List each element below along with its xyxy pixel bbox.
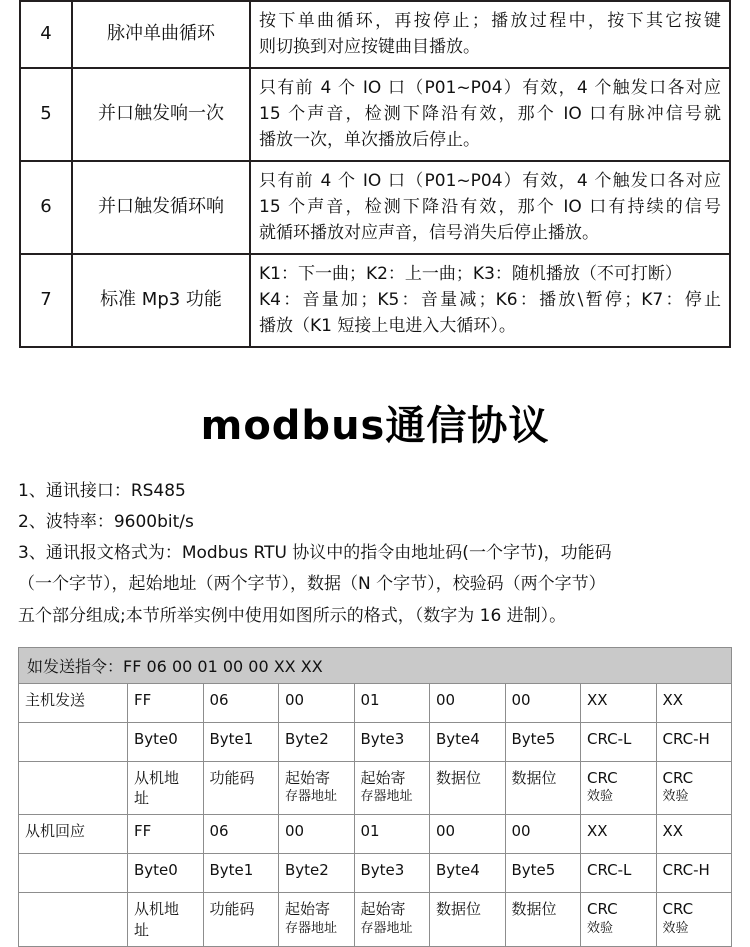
cell-value: CRC-H <box>656 722 732 761</box>
cell-value: Byte4 <box>430 854 506 893</box>
row-mode-name: 并口触发循环响 <box>72 161 250 254</box>
cell-main: 起始寄 <box>360 900 406 919</box>
row-number: 5 <box>20 68 72 161</box>
cell-main: CRC <box>662 768 694 787</box>
cell-value: 00 <box>430 815 506 854</box>
row-number: 4 <box>20 1 72 68</box>
table-row <box>19 893 732 947</box>
desc-line: 就循环播放对应声音，信号消失后停止播放。 <box>259 223 599 244</box>
cell-main: 从机地 <box>134 900 180 919</box>
cell-value <box>354 761 430 815</box>
row-label: 主机发送 <box>19 683 128 722</box>
table-row <box>20 68 730 161</box>
cell-value <box>128 761 204 815</box>
desc-line: 则切换到对应按键曲目播放。 <box>259 37 480 58</box>
desc-line: 按下单曲循环，再按停止；播放过程中，按下其它按键 <box>259 11 721 31</box>
cell-value <box>128 893 204 947</box>
cell-value: 01 <box>354 815 430 854</box>
row-description <box>250 1 730 68</box>
cell-value <box>656 893 732 947</box>
cell-value: Byte1 <box>203 722 279 761</box>
cell-sub: 效验 <box>587 789 614 805</box>
cell-value <box>656 761 732 815</box>
cell-sub: 存器地址 <box>360 920 413 936</box>
protocol-line: 1、通讯接口：RS485 <box>18 480 186 501</box>
cell-value <box>279 893 355 947</box>
cell-sub: 效验 <box>662 789 689 805</box>
cell-value: 数据位 <box>430 761 506 815</box>
cell-value: XX <box>656 815 732 854</box>
cell-value: 功能码 <box>203 893 279 947</box>
cell-value: 00 <box>430 683 506 722</box>
cell-value: CRC-L <box>581 854 657 893</box>
cell-value: Byte2 <box>279 854 355 893</box>
cell-value: FF <box>128 815 204 854</box>
cell-main: 从机地 <box>134 768 180 787</box>
row-description <box>250 68 730 161</box>
row-number: 6 <box>20 161 72 254</box>
desc-line: 只有前 4 个 IO 口（P01~P04）有效，4 个触发口各对应 <box>259 170 721 191</box>
row-mode-name: 并口触发响一次 <box>72 68 250 161</box>
cell-sub: 址 <box>134 789 150 808</box>
desc-line: K1：下一曲；K2：上一曲；K3：随机播放（不可打断） <box>259 263 682 284</box>
table-row <box>19 815 732 854</box>
table-row <box>20 161 730 254</box>
desc-line: 播放（K1 短接上电进入大循环）。 <box>259 316 516 337</box>
cell-sub: 址 <box>134 920 150 939</box>
cell-value: Byte1 <box>203 854 279 893</box>
cell-value: FF <box>128 683 204 722</box>
cell-sub: 存器地址 <box>285 920 338 936</box>
desc-line: 播放一次，单次播放后停止。 <box>259 130 480 151</box>
cell-value: 功能码 <box>203 761 279 815</box>
row-label: 从机回应 <box>19 815 128 854</box>
cell-value: Byte0 <box>128 854 204 893</box>
protocol-line: 五个部分组成;本节所举实例中使用如图所示的格式，（数字为 16 进制）。 <box>18 605 567 626</box>
desc-line: 只有前 4 个 IO 口（P01~P04）有效，4 个触发口各对应 <box>259 77 721 98</box>
table-row <box>20 1 730 68</box>
cell-value: 06 <box>203 683 279 722</box>
cell-value: Byte3 <box>354 722 430 761</box>
cell-sub: 效验 <box>662 920 689 936</box>
modbus-frame-section <box>18 647 732 947</box>
row-number: 7 <box>20 254 72 347</box>
protocol-description <box>18 477 732 631</box>
cell-main: 起始寄 <box>360 768 406 787</box>
cell-value: 00 <box>505 815 581 854</box>
cell-value: Byte2 <box>279 722 355 761</box>
modbus-table-header: 如发送指令：FF 06 00 01 00 00 XX XX <box>18 647 732 683</box>
row-label <box>19 722 128 761</box>
table-row <box>19 683 732 722</box>
cell-sub: 存器地址 <box>285 789 338 805</box>
cell-value: 数据位 <box>505 893 581 947</box>
cell-value: XX <box>581 815 657 854</box>
cell-value <box>581 761 657 815</box>
cell-value: 数据位 <box>505 761 581 815</box>
cell-value: Byte4 <box>430 722 506 761</box>
cell-value: 01 <box>354 683 430 722</box>
table-row <box>19 722 732 761</box>
row-description <box>250 161 730 254</box>
row-label <box>19 761 128 815</box>
row-mode-name: 脉冲单曲循环 <box>72 1 250 68</box>
row-label <box>19 854 128 893</box>
cell-value: CRC-L <box>581 722 657 761</box>
cell-value: Byte5 <box>505 722 581 761</box>
cell-main: CRC <box>662 900 694 919</box>
cell-main: CRC <box>587 768 618 787</box>
protocol-line: 3、通讯报文格式为：Modbus RTU 协议中的指令由地址码(一个字节)，功能码 <box>18 543 612 564</box>
protocol-line: 2、波特率：9600bit/s <box>18 512 194 533</box>
desc-line: 15 个声音，检测下降沿有效，那个 IO 口有持续的信号 <box>259 197 721 218</box>
table-row <box>20 254 730 347</box>
desc-line: K4：音量加；K5：音量减；K6：播放\暂停；K7：停止 <box>259 290 721 311</box>
protocol-line: （一个字节），起始地址（两个字节），数据（N 个字节），校验码（两个字节） <box>18 574 606 595</box>
cell-sub: 效验 <box>587 920 614 936</box>
cell-value: 00 <box>279 683 355 722</box>
cell-value <box>354 893 430 947</box>
cell-value: Byte3 <box>354 854 430 893</box>
function-table <box>19 0 731 348</box>
row-label <box>19 893 128 947</box>
cell-value: XX <box>581 683 657 722</box>
modbus-frame-table <box>18 683 732 947</box>
cell-value: 数据位 <box>430 893 506 947</box>
desc-line: 15 个声音，检测下降沿有效，那个 IO 口有脉冲信号就 <box>259 104 721 125</box>
cell-value: XX <box>656 683 732 722</box>
cell-main: CRC <box>587 900 618 919</box>
page-title: modbus通信协议 <box>200 402 550 449</box>
cell-value: 00 <box>279 815 355 854</box>
cell-value: 06 <box>203 815 279 854</box>
cell-main: 起始寄 <box>285 768 331 787</box>
row-mode-name: 标准 Mp3 功能 <box>72 254 250 347</box>
cell-sub: 存器地址 <box>360 789 413 805</box>
table-row <box>19 761 732 815</box>
cell-value <box>279 761 355 815</box>
cell-main: 起始寄 <box>285 900 331 919</box>
cell-value: Byte0 <box>128 722 204 761</box>
cell-value: 00 <box>505 683 581 722</box>
cell-value: Byte5 <box>505 854 581 893</box>
row-description <box>250 254 730 347</box>
cell-value <box>581 893 657 947</box>
table-row <box>19 854 732 893</box>
cell-value: CRC-H <box>656 854 732 893</box>
